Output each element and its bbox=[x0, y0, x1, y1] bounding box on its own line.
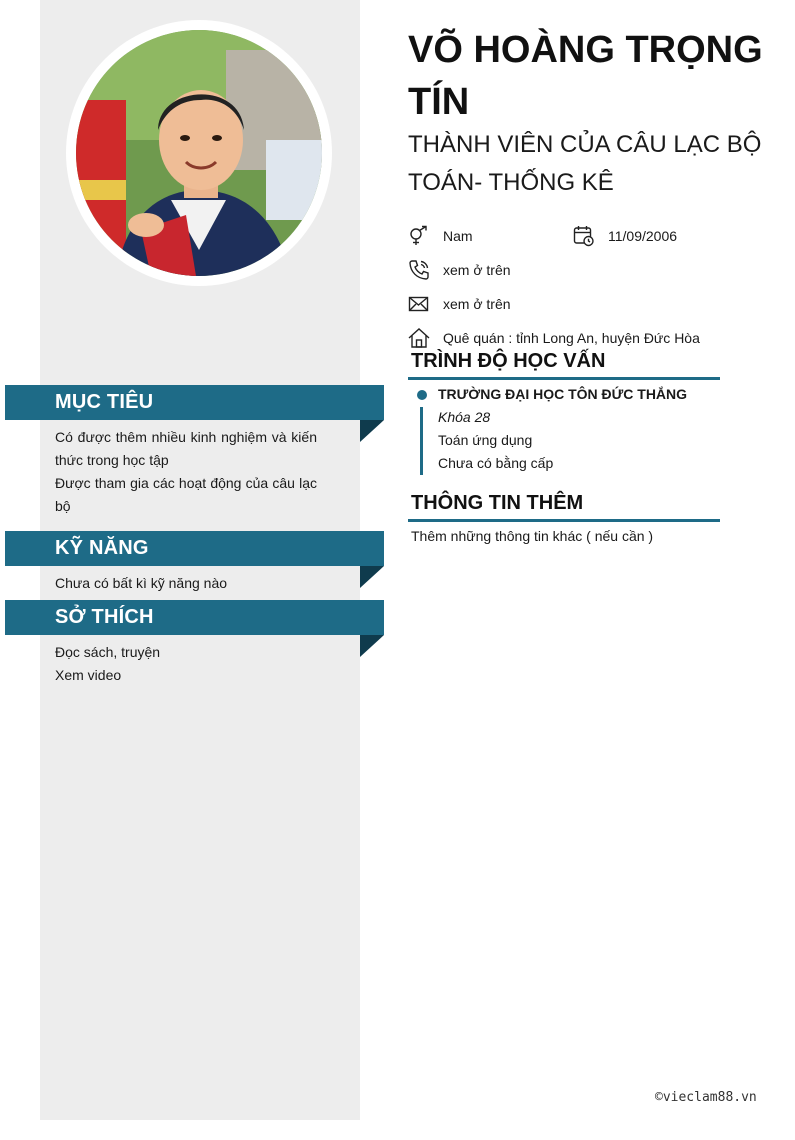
footer-credit: ©vieclam88.vn bbox=[655, 1090, 757, 1105]
timeline-dot bbox=[417, 390, 427, 400]
extra-info-title: THÔNG TIN THÊM bbox=[411, 492, 584, 514]
address-value: Quê quán : tỉnh Long An, huyện Đức Hòa bbox=[443, 330, 700, 346]
extra-info-divider bbox=[408, 519, 720, 522]
hobbies-fold-decoration bbox=[360, 635, 384, 657]
address-row bbox=[408, 326, 700, 350]
objective-text bbox=[55, 426, 317, 518]
home-icon bbox=[408, 327, 430, 349]
gender-icon bbox=[408, 225, 430, 247]
hobbies-section-header bbox=[5, 600, 384, 635]
avatar-photo bbox=[76, 30, 322, 276]
hobbies-title: SỞ THÍCH bbox=[55, 606, 154, 628]
skills-title: KỸ NĂNG bbox=[55, 537, 149, 559]
education-degree: Chưa có bằng cấp bbox=[438, 455, 554, 471]
extra-info-text: Thêm những thông tin khác ( nếu cần ) bbox=[411, 528, 654, 544]
avatar bbox=[76, 30, 322, 276]
skills-text bbox=[55, 572, 317, 595]
objective-title: MỤC TIÊU bbox=[55, 391, 154, 413]
education-course: Khóa 28 bbox=[438, 409, 491, 425]
calendar-icon bbox=[573, 225, 595, 247]
gender-row bbox=[408, 224, 473, 248]
skills-section-header bbox=[5, 531, 384, 566]
objective-line: Có được thêm nhiều kinh nghiệm và kiến thức trong học tập bbox=[55, 429, 317, 468]
phone-icon bbox=[408, 259, 430, 281]
hobbies-line: Xem video bbox=[55, 667, 122, 683]
phone-value: xem ở trên bbox=[443, 262, 511, 278]
email-value: xem ở trên bbox=[443, 296, 511, 312]
timeline-line bbox=[420, 407, 423, 475]
hobbies-text bbox=[55, 641, 317, 687]
hobbies-line: Đọc sách, truyện bbox=[55, 644, 161, 660]
phone-row bbox=[408, 258, 511, 282]
birthday-value: 11/09/2006 bbox=[608, 228, 678, 244]
education-major: Toán ứng dụng bbox=[438, 432, 533, 448]
birthday-row bbox=[573, 224, 677, 248]
education-title: TRÌNH ĐỘ HỌC VẤN bbox=[411, 350, 606, 372]
education-divider bbox=[408, 377, 720, 380]
objective-fold-decoration bbox=[360, 420, 384, 442]
objective-section-header bbox=[5, 385, 384, 420]
candidate-role: THÀNH VIÊN CỦA CÂU LẠC BỘ TOÁN- THỐNG KÊ bbox=[408, 131, 762, 196]
skills-line: Chưa có bất kì kỹ năng nào bbox=[55, 575, 228, 591]
mail-icon bbox=[408, 293, 430, 315]
education-school: TRƯỜNG ĐẠI HỌC TÔN ĐỨC THẮNG bbox=[438, 386, 688, 402]
gender-value: Nam bbox=[443, 228, 473, 244]
candidate-name: VÕ HOÀNG TRỌNG TÍN bbox=[408, 29, 763, 123]
skills-fold-decoration bbox=[360, 566, 384, 588]
objective-line: Được tham gia các hoạt động của câu lạc bộ bbox=[55, 475, 317, 514]
email-row bbox=[408, 292, 511, 316]
